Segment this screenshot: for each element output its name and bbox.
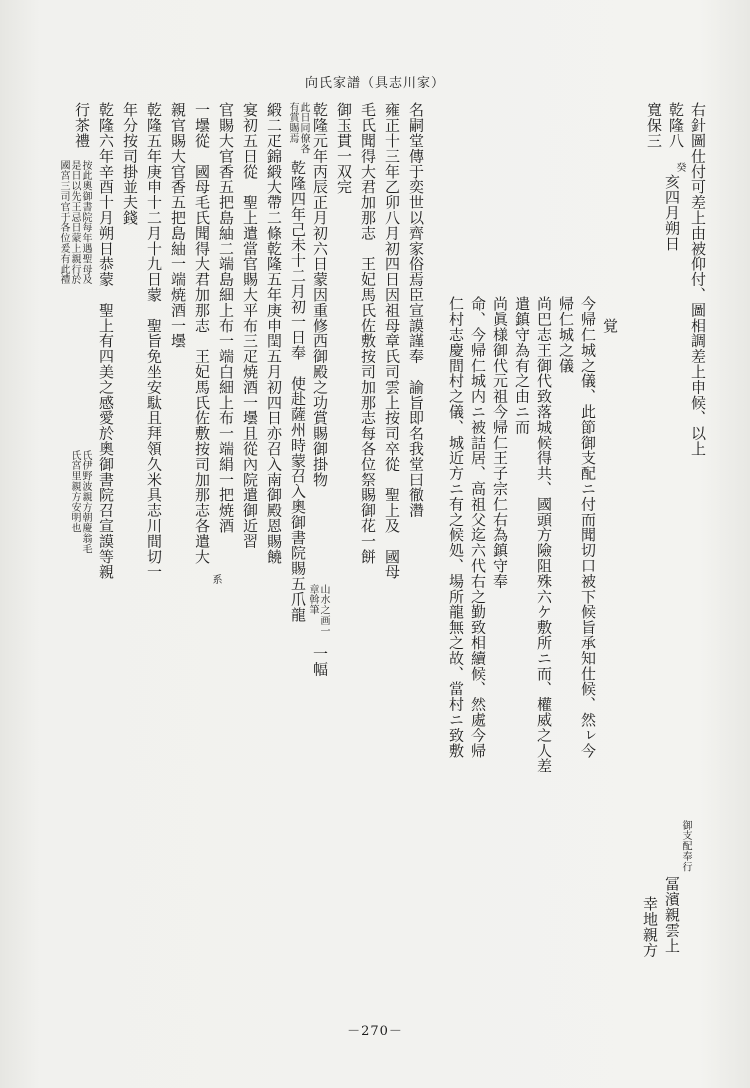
left-col-1: 右針圖仕付可差上由被仰付、圖相調差上申候、以上 bbox=[689, 102, 707, 457]
left-col-3-sign: 幸地親方 bbox=[641, 896, 659, 958]
doc-col-16-note-a: 按此奧御書院每年遇聖母及 bbox=[80, 160, 91, 285]
left-col-2-sign-name: 冨濱親雲上 bbox=[663, 876, 681, 953]
doc-col-7: 乾隆四年己未十二月初一日奉 使赴薩州時蒙召入奧御書院賜五爪龍 bbox=[289, 160, 307, 622]
doc-col-6-note-a: 此日同僚各 bbox=[298, 102, 309, 154]
doc-col-5-tail: 一幅 bbox=[311, 646, 329, 677]
left-col-7: 尚巴志王御代致落城候得共、國頭方險阻殊六ケ敷所ニ而、權威之人差 bbox=[535, 296, 553, 774]
left-col-2: 乾隆八 bbox=[667, 102, 685, 149]
doc-col-17-note-b: 氏宮里親方安明也 bbox=[69, 450, 80, 534]
doc-col-11: 一壜從 國母毛氏聞得大君加那志 王妃馬氏佐敷按司加那志各遣大 bbox=[193, 102, 211, 564]
left-col-10: 命、今帰仁城内ニ被詰居、高祖父迄六代右之勤致相續候、然處今帰 bbox=[469, 296, 487, 758]
left-col-11: 仁村志慶間村之儀、城近方ニ有之候処、場所龍無之故、當村ニ致敷 bbox=[447, 296, 465, 758]
doc-col-14: 年分按司掛並夫錢 bbox=[121, 102, 139, 226]
doc-col-16-note-c: 國宮三司官于各位爰有此禮 bbox=[58, 160, 69, 285]
left-col-9: 尚眞様御代元祖今帰仁王子宗仁右為鎮守奉 bbox=[491, 296, 509, 589]
left-col-5: 今帰仁城之儀、此節御支配ニ付而聞切口被下候旨承知仕候、然ㇾ今 bbox=[579, 296, 597, 758]
doc-col-3: 毛氏聞得大君加那志 王妃馬氏佐敷按司加那志每各位祭賜御花一餅 bbox=[359, 102, 377, 564]
left-col-2-note: 癸 bbox=[674, 162, 685, 173]
doc-col-16: 行茶禮 bbox=[73, 102, 91, 149]
doc-col-13: 乾隆五年庚申十二月十九日蒙 聖旨免坐安駄且拜領久米具志川間切一 bbox=[145, 102, 163, 580]
doc-col-10: 官賜大官香五把島紬二端島細上布一端白細上布一端絹一把焼酒 bbox=[217, 102, 235, 534]
page-number: －270－ bbox=[347, 1024, 403, 1039]
doc-col-5-note-b: 章斡筆 bbox=[307, 584, 318, 616]
doc-col-15: 乾隆六年辛酉十月朔日恭蒙 聖上有四美之感愛於奧御書院召宣謨等親 bbox=[97, 102, 115, 580]
doc-col-5: 乾隆元年丙辰正月初六日蒙因重修西御殿之功賞賜御掛物 bbox=[311, 102, 329, 487]
doc-col-5-note-a: 山水之画一 bbox=[318, 584, 329, 636]
doc-col-6-note-b: 有賞賜焉 bbox=[287, 102, 298, 144]
doc-col-16-note-b: 是日以先王忌日蒙上親行於 bbox=[69, 160, 80, 285]
doc-col-12: 親官賜大官香五把島紬一端焼酒一壜 bbox=[169, 102, 187, 349]
left-col-2-sign-title: 御支配奉行 bbox=[680, 820, 691, 872]
left-col-2-date: 亥四月朔日 bbox=[663, 174, 681, 251]
doc-col-2: 雍正十三年乙卯八月初四日因祖母章氏司雲上按司卒從 聖上及 國母 bbox=[383, 102, 401, 580]
doc-col-4: 御玉貫一双完 bbox=[335, 102, 353, 195]
left-col-3: 寬保三 bbox=[645, 102, 663, 149]
left-col-6: 帰仁城之儀 bbox=[557, 296, 575, 373]
left-col-8: 遣鎮守為有之由ニ而 bbox=[513, 296, 531, 435]
doc-col-9: 宴初五日從 聖上遣當官賜大平布三疋焼酒一壜且從內院遣御近習 bbox=[241, 102, 259, 549]
doc-col-1: 名嗣堂傳于奕世以齊家俗焉臣宣謨謹奉 諭旨即名我堂曰徹濳 bbox=[407, 102, 425, 518]
left-col-4: 覚 bbox=[601, 318, 619, 334]
doc-col-17-note-a: 氏伊野波親方朝慶翁毛 bbox=[80, 450, 91, 554]
doc-col-8: 緞二疋錦緞大帶二條乾隆五年庚申閏五月初四日亦召入南御殿恩賜饒 bbox=[265, 102, 283, 564]
page-header: 向氏家譜（具志川家） bbox=[304, 76, 445, 91]
doc-col-10-note: 系 bbox=[210, 574, 221, 585]
